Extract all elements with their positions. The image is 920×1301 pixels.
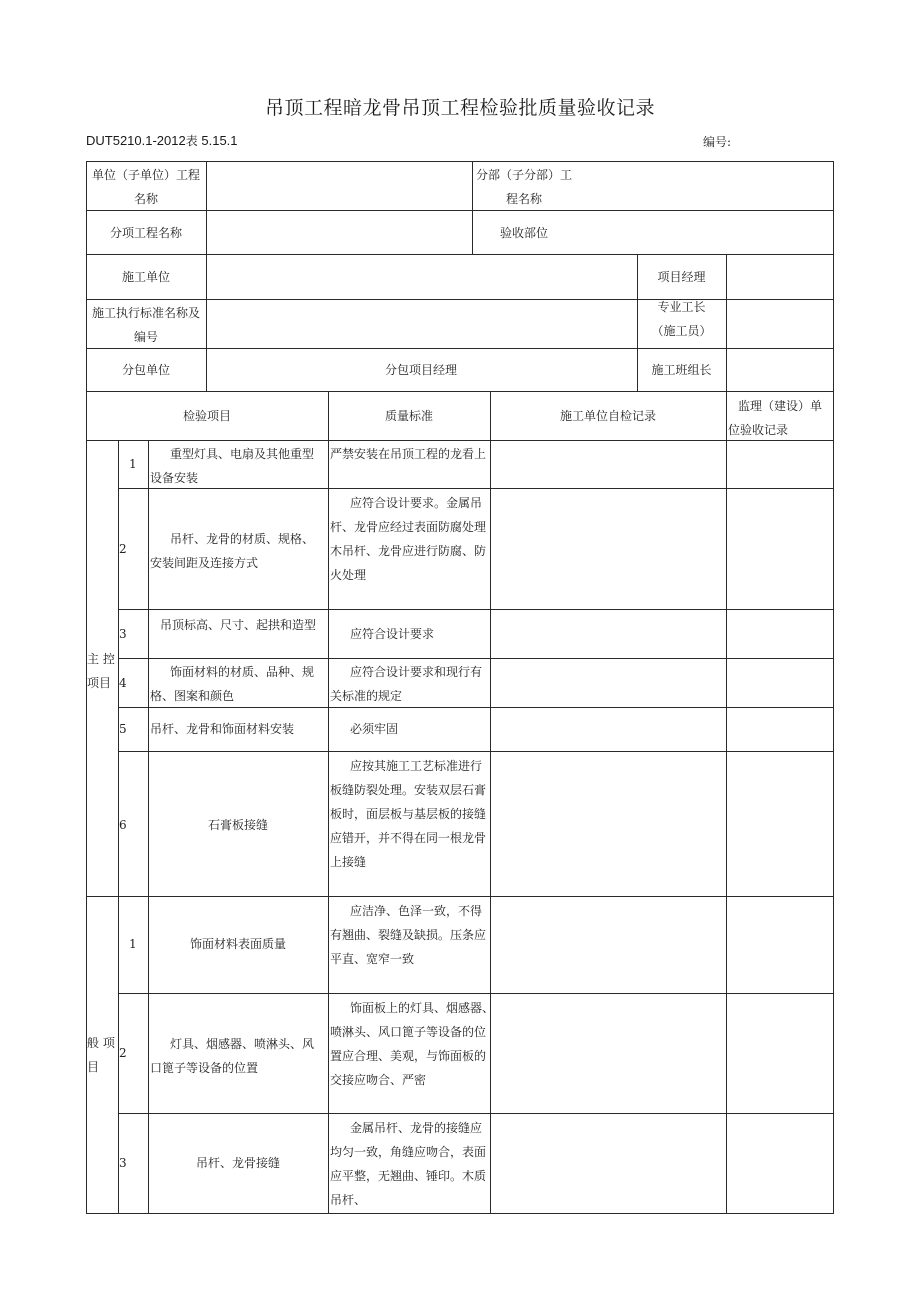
- item-standard: 金属吊杆、龙骨的接缝应 均匀一致，角缝应吻合，表面 应平整，无翘曲、锤印。木质 吊杆、: [330, 1121, 487, 1207]
- table-line: [86, 391, 834, 392]
- column-supervision: 监理（建设）单 位验收记录: [728, 399, 823, 437]
- standard-name-label: 施工执行标准名称及 编号: [91, 306, 200, 344]
- table-line: [726, 391, 727, 1214]
- table-line: [86, 1213, 834, 1214]
- item-number: 2: [119, 1046, 127, 1060]
- item-name: 重型灯具、电扇及其他重型 设备安装: [150, 447, 315, 485]
- standard-code-number: DUT5210.1-2012: [86, 133, 186, 148]
- table-line: [86, 440, 834, 441]
- main-control-group-label: 主 控 项目: [87, 652, 115, 690]
- page-title: 吊顶工程暗龙骨吊顶工程检验批质量验收记录: [264, 97, 655, 119]
- table-line: [833, 161, 834, 1214]
- inspection-record-table: [86, 161, 834, 1214]
- item-standard: 饰面板上的灯具、烟感器、 喷淋头、风口篦子等设备的位 置应合理、美观，与饰面板的 交接应吻合、严密: [330, 1001, 495, 1087]
- subcontract-pm-label: 分包项目经理: [384, 363, 457, 377]
- item-number: 1: [129, 937, 137, 951]
- item-number: 3: [119, 627, 127, 641]
- item-number: 1: [129, 457, 137, 471]
- sub-item-name-label: 分项工程名称: [109, 226, 182, 240]
- table-line: [86, 161, 834, 162]
- item-number: 4: [119, 676, 127, 690]
- table-line: [328, 391, 329, 1214]
- table-line: [472, 161, 473, 254]
- item-name: 饰面材料表面质量: [189, 937, 286, 951]
- item-name: 吊杆、龙骨和饰面材料安装: [150, 722, 295, 736]
- column-self-check: 施工单位自检记录: [559, 409, 656, 423]
- item-name: 吊杆、龙骨的材质、规格、 安装间距及连接方式: [150, 532, 315, 570]
- team-leader-label: 施工班组长: [651, 363, 712, 377]
- general-group-label: 般 项 目: [87, 1036, 115, 1074]
- item-standard: 应洁净、色泽一致，不得 有翘曲、裂缝及缺损。压条应 平直、宽窄一致: [330, 904, 487, 966]
- subcontract-unit-label: 分包单位: [121, 363, 170, 377]
- item-number: 5: [119, 722, 127, 736]
- column-item: 检验项目: [182, 409, 231, 423]
- item-number: 3: [119, 1156, 127, 1170]
- item-number: 6: [119, 818, 127, 832]
- unit-project-name-label: 单位（子单位）工程 名称: [91, 168, 200, 206]
- item-number: 2: [119, 542, 127, 556]
- item-standard: 严禁安装在吊顶工程的龙看上: [330, 447, 487, 461]
- table-line: [726, 254, 727, 391]
- project-manager-label: 项目经理: [657, 270, 706, 284]
- item-name: 石膏板接缝: [207, 818, 268, 832]
- item-name: 饰面材料的材质、品种、规 格、图案和颜色: [150, 665, 315, 703]
- item-standard: 应符合设计要求和现行有 关标准的规定: [330, 665, 483, 703]
- construction-unit-label: 施工单位: [121, 270, 170, 284]
- table-line: [86, 254, 834, 255]
- acceptance-part-label: 验收部位: [500, 226, 549, 240]
- table-line: [206, 161, 207, 391]
- item-standard: 应符合设计要求。金属吊 杆、龙骨应经过表面防腐处理 木吊杆、龙骨应进行防腐、防 火处理: [330, 496, 487, 582]
- item-standard: 应按其施工工艺标准进行 板缝防裂处理。安装双层石膏 板时，面层板与基层板的接缝 应错开，并不得在同一根龙骨 上接缝: [330, 759, 487, 869]
- column-standard: 质量标准: [384, 409, 433, 423]
- table-line: [86, 896, 834, 897]
- item-name: 吊顶标高、尺寸、起拱和造型: [160, 618, 317, 632]
- standard-code: [86, 132, 238, 149]
- item-standard: 应符合设计要求: [350, 627, 435, 641]
- item-standard: 必须牢固: [350, 722, 399, 736]
- table-number: 5.15.1: [201, 133, 238, 148]
- item-name: 灯具、烟感器、喷淋头、风 口篦子等设备的位置: [150, 1037, 315, 1075]
- foreman-label: 专业工长 （施工员）: [651, 300, 712, 338]
- doc-number-label: 编号:: [703, 135, 732, 149]
- sub-division-name-label: 分部（子分部）工 程名称: [476, 168, 573, 206]
- table-label: 表: [185, 134, 198, 148]
- item-name: 吊杆、龙骨接缝: [195, 1156, 280, 1170]
